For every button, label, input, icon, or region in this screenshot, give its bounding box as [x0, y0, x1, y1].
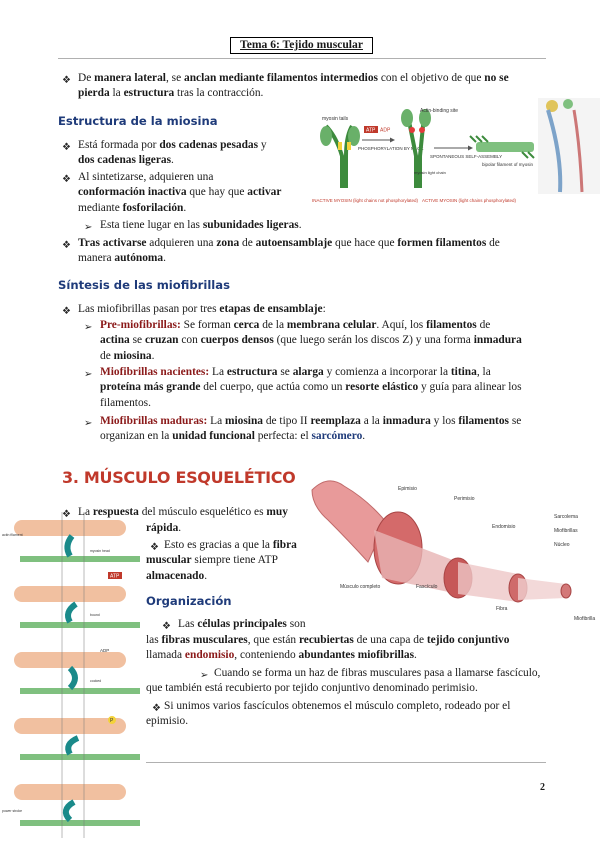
- text: que también está recubierto por tejido conjuntivo denominado perimisio.: [146, 682, 478, 695]
- label-power-stroke: power stroke: [2, 809, 23, 813]
- arrow-icon: ➢: [84, 418, 93, 429]
- text: Cuando se forma un haz de fibras musculares pasa a llamarse fascículo,: [214, 667, 541, 679]
- text: siempre tiene ATP: [191, 554, 278, 567]
- label-cocked: cocked: [90, 679, 102, 683]
- text: almacenado: [146, 569, 205, 582]
- text: que hay que: [186, 186, 245, 199]
- text: filamentos: [458, 415, 509, 427]
- label-miofibrilla: Miofibrilla: [574, 616, 596, 622]
- bullet-icon: ❖: [150, 542, 159, 553]
- organizacion-bullet-1b: [146, 633, 556, 664]
- text: .: [163, 252, 166, 265]
- text: miosina: [225, 415, 263, 427]
- text: muscular: [146, 554, 192, 567]
- text: etapas de ensamblaje: [219, 303, 323, 315]
- text: se: [508, 415, 522, 427]
- text: llamada: [146, 649, 183, 662]
- heading-sintesis: Síntesis de las miofibrillas: [58, 278, 231, 292]
- miosina-sub-bullet: [100, 218, 340, 233]
- text: :: [322, 303, 326, 315]
- text: .: [362, 430, 366, 443]
- text: anclan mediante filamentos intermedios: [184, 72, 378, 84]
- text: .: [414, 649, 417, 662]
- muscle-structure-figure: [308, 470, 600, 626]
- heading-organizacion: Organización: [146, 594, 232, 608]
- text: .: [183, 201, 187, 214]
- text: Esta tiene lugar en las: [100, 219, 200, 231]
- bullet-icon: ❖: [62, 509, 71, 520]
- text: que hace que: [332, 237, 395, 249]
- label-bound: bound: [90, 613, 100, 617]
- text: filamentos.: [100, 396, 151, 409]
- text: con: [178, 334, 198, 347]
- text: endomisio: [184, 649, 235, 662]
- text: subunidades ligeras: [202, 219, 299, 231]
- label-fasciculo: Fascículo: [416, 584, 438, 590]
- label-light-chain: myosin light chain: [414, 170, 446, 175]
- text: .: [151, 349, 155, 362]
- miosina-bullet-1: [78, 138, 308, 169]
- sintesis-bullet-1: [78, 302, 548, 317]
- text: pierda: [78, 87, 110, 100]
- text: no se: [484, 72, 509, 84]
- label-adp: ADP: [380, 127, 391, 134]
- label-myosin-tails: myosin tails: [322, 116, 349, 122]
- esqueletico-bullet-1b: [146, 521, 306, 536]
- text: y los: [430, 415, 456, 427]
- miosina-bullet-2: [78, 170, 318, 216]
- text: .: [171, 154, 174, 167]
- text: Se forman: [180, 319, 231, 331]
- sintesis-sub-3: [100, 414, 552, 445]
- text: , que están: [247, 634, 297, 646]
- myosin-activation-figure: [312, 96, 600, 216]
- text: tejido conjuntivo: [426, 634, 510, 646]
- label-epimisio: Epimisio: [398, 486, 417, 492]
- text: fibras musculares: [161, 634, 248, 646]
- text: cruzan: [144, 334, 179, 347]
- text: autoensamblaje: [255, 237, 333, 249]
- text: Al sintetizarse, adquieren una: [78, 171, 214, 183]
- inactive-myosin: [320, 126, 360, 188]
- text: de: [486, 237, 500, 249]
- arrow-icon: ➢: [200, 670, 209, 681]
- text: resorte elástico: [345, 381, 419, 394]
- text: titina: [450, 366, 477, 378]
- text: La: [78, 506, 91, 518]
- label-p: P: [110, 718, 114, 724]
- text: muy: [266, 506, 288, 518]
- text: membrana celular: [286, 319, 377, 331]
- text: las: [146, 634, 159, 646]
- text: se: [129, 334, 143, 347]
- text: con el objetivo de que: [377, 72, 482, 84]
- text: estructura: [123, 87, 175, 100]
- fascicle-bundle: [374, 512, 571, 602]
- label-endomisio: Endomisio: [492, 524, 516, 530]
- text: Miofibrillas maduras:: [100, 415, 208, 427]
- page-header: [230, 37, 373, 54]
- sintesis-sub-2: [100, 365, 550, 411]
- text: La: [207, 415, 223, 427]
- text: miosina: [113, 349, 152, 362]
- text: de: [100, 349, 111, 362]
- text: inmadura: [473, 334, 522, 347]
- label-phosphorylation: PHOSPHORYLATION BY MLCK: [358, 146, 424, 151]
- miosina-bullet-3: [78, 236, 552, 267]
- arrow-icon: ➢: [84, 369, 93, 380]
- label-atp: ATP: [110, 573, 120, 580]
- text: (que luego serán los discos Z) y una forma: [273, 334, 471, 347]
- myosin-head: [66, 536, 78, 820]
- text: cuerpos densos: [200, 334, 274, 347]
- text: inmadura: [382, 415, 431, 427]
- text: .: [204, 569, 208, 582]
- text: de una capa de: [353, 634, 424, 646]
- text: Miofibrillas nacientes:: [100, 366, 210, 378]
- text: reemplaza: [310, 415, 361, 427]
- text: la: [109, 87, 121, 100]
- text: La: [209, 366, 225, 378]
- text: a la: [360, 415, 380, 427]
- text: unidad funcional: [172, 430, 255, 443]
- text: .: [298, 219, 302, 231]
- text: se: [277, 366, 290, 378]
- text: filamentos: [426, 319, 477, 331]
- label-self-assembly: SPONTANEOUS SELF-ASSEMBLY: [430, 154, 503, 159]
- text: estructura: [226, 366, 278, 378]
- text: de tipo II: [262, 415, 308, 427]
- text: y comienza a incorporar la: [323, 366, 449, 378]
- text: organizan en la: [100, 430, 170, 443]
- page-title: Tema 6: Tejido muscular: [240, 38, 363, 51]
- label-adp: ADP: [100, 648, 110, 653]
- text: dos cadenas ligeras: [78, 154, 172, 167]
- text: de: [239, 237, 253, 249]
- text: alarga: [292, 366, 324, 378]
- sintesis-sub-1: [100, 318, 550, 364]
- text: son: [286, 618, 306, 630]
- label-filament: bipolar filament of myosin: [482, 162, 534, 167]
- arrow-icon: ➢: [84, 322, 93, 333]
- text: células principales: [197, 618, 287, 630]
- text: de: [476, 319, 491, 331]
- text: , la: [476, 366, 491, 378]
- text: actina: [100, 334, 130, 347]
- myosin-structure-image: [538, 98, 600, 194]
- bullet-icon: ❖: [162, 621, 171, 632]
- text: del músculo esquelético es: [138, 506, 264, 518]
- label-actin: actin filament: [2, 533, 23, 537]
- text: Las miofibrillas pasan por tres: [78, 303, 217, 315]
- text: y guía para alinear los: [418, 381, 522, 394]
- text: autónoma: [114, 252, 164, 265]
- text: formen filamentos: [397, 237, 487, 249]
- bullet-icon: ❖: [62, 306, 71, 317]
- text: abundantes miofibrillas: [298, 649, 415, 662]
- bullet-icon: ❖: [62, 75, 71, 86]
- text: sarcómero: [311, 430, 363, 443]
- text: dos cadenas pesadas: [159, 139, 259, 151]
- header-rule: [58, 58, 546, 59]
- esqueletico-bullet-1: [78, 505, 308, 520]
- text: Las: [178, 618, 195, 630]
- text: fibra: [272, 539, 297, 551]
- text: , se: [165, 72, 182, 84]
- text: De: [78, 72, 92, 84]
- organizacion-bullet-1: [178, 617, 328, 632]
- organizacion-bullet-2: [146, 699, 556, 730]
- text: epimisio.: [146, 715, 189, 728]
- text: Si unimos varios fascículos obtenemos el músculo completo, rodeado por el: [164, 700, 511, 712]
- footer-rule: [146, 762, 546, 763]
- heading-esqueletico: 3. MÚSCULO ESQUELÉTICO: [62, 468, 296, 487]
- text: rápida: [146, 522, 179, 534]
- text: proteína más grande: [100, 381, 201, 394]
- page-number: 2: [540, 782, 545, 793]
- text: , conteniendo: [234, 649, 296, 662]
- text: activar: [247, 186, 282, 199]
- label-fibra: Fibra: [496, 606, 508, 612]
- text: tras la contracción.: [174, 87, 264, 100]
- crossbridge-cycle-figure: [0, 512, 140, 838]
- bullet-icon: ❖: [62, 240, 71, 251]
- label-sarcolema: Sarcolema: [554, 514, 578, 520]
- text: manera: [78, 252, 112, 265]
- text: respuesta: [92, 506, 139, 518]
- heading-miosina: Estructura de la miosina: [58, 114, 218, 128]
- text: zona: [216, 237, 240, 249]
- text: del cuerpo, que actúa como un: [200, 381, 343, 394]
- text: . Aquí, los: [376, 319, 424, 331]
- bullet-icon: ❖: [152, 703, 161, 714]
- esqueletico-sub-1: [146, 538, 310, 584]
- label-myosin-head: myosin head: [90, 549, 110, 553]
- label-miofibrillas: Miofibrillas: [554, 528, 578, 534]
- label-atp: ATP: [366, 127, 376, 134]
- text: Está formada por: [78, 139, 157, 151]
- label-nucleo: Núcleo: [554, 542, 570, 548]
- label-active: ACTIVE MYOSIN (light chains phosphorylated): [422, 198, 517, 203]
- text: de la: [259, 319, 285, 331]
- text: Tras activarse: [78, 237, 147, 249]
- text: manera lateral: [94, 72, 166, 84]
- bullet-icon: ❖: [62, 142, 71, 153]
- label-perimisio: Perimisio: [454, 496, 475, 502]
- bullet-icon: ❖: [62, 174, 71, 185]
- label-musculo: Músculo completo: [340, 584, 381, 590]
- text: y: [258, 139, 267, 151]
- label-actin-binding: Actin-binding site: [420, 108, 459, 114]
- text: cerca: [233, 319, 260, 331]
- text: .: [178, 522, 182, 534]
- text: adquieren una: [146, 237, 214, 249]
- organizacion-sub: [146, 666, 556, 697]
- arrow-icon: ➢: [84, 222, 93, 233]
- text: conformación inactiva: [78, 186, 187, 199]
- text: fosforilación: [122, 201, 184, 214]
- text: Esto es gracias a que la: [164, 539, 270, 551]
- label-inactive: INACTIVE MYOSIN (light chains not phosphorylated): [312, 198, 419, 203]
- text: mediante: [78, 201, 120, 214]
- text: recubiertas: [298, 634, 354, 646]
- text: perfecta: el: [254, 430, 309, 443]
- text: Pre-miofibrillas:: [100, 319, 181, 331]
